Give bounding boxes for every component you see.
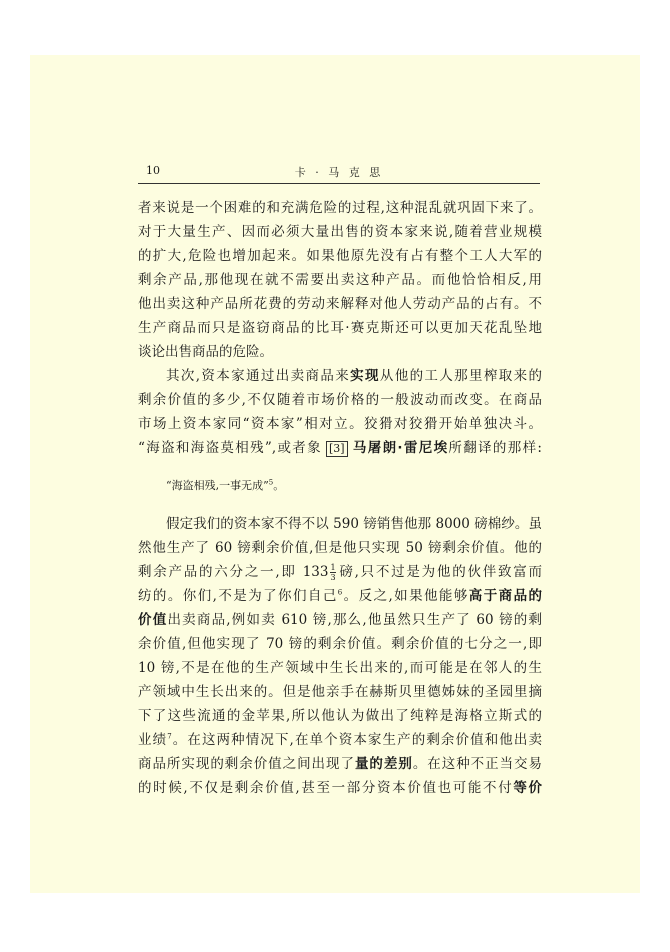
text-line: 谈论出售商品的危险。	[138, 344, 273, 360]
running-header	[138, 161, 540, 184]
emphasis: 高于商品的	[468, 588, 542, 604]
emphasis: 价值	[138, 612, 168, 628]
emphasis: 等价	[513, 780, 542, 796]
text-line: 生产商品而只是盗窃商品的比耳·赛克斯还可以更加天花乱坠地	[138, 320, 542, 336]
text-line: 下了这些流通的金苹果,所以他认为做出了纯粹是海格立斯式的	[138, 708, 542, 724]
page-number: 10	[146, 164, 160, 177]
text-line: 其次,资本家通过出卖商品来实现从他的工人那里榨取来的	[166, 368, 542, 384]
text-line: 余价值,但他实现了 70 镑的剩余价值。剩余价值的七分之一,即	[138, 636, 542, 652]
text-line: 假定我们的资本家不得不以 590 镑销售他那 8000 磅棉纱。虽	[166, 516, 542, 532]
text-line: 者来说是一个困难的和充满危险的过程,这种混乱就巩固下来了。	[138, 200, 542, 216]
block-quote: “海盗相残,一事无成”$^5$。	[166, 478, 285, 492]
text-line: “海盗和海盗莫相残”,或者象 [3] 马屠朗·雷尼埃所翻译的那样:	[138, 440, 542, 456]
footnote-marker: 7	[167, 732, 172, 741]
emphasis: 马屠朗·雷尼埃	[351, 440, 449, 456]
text-line: 然他生产了 60 镑剩余价值,但是他只实现 50 镑剩余价值。他的	[138, 540, 542, 556]
text-line: 纺的。你们,不是为了你们自己$^6$。反之,如果他能够高于商品的	[138, 588, 542, 604]
text-line: 的时候,不仅是剩余价值,甚至一部分资本价值也可能不付等价	[138, 780, 542, 796]
text-line: 10 镑,不是在他的生产领域中生长出来的,而可能是在邻人的生	[138, 660, 542, 676]
text-line: 商品所实现的剩余价值之间出现了量的差别。在这种不正当交易	[138, 756, 542, 772]
running-title: 卡 · 马 克 思	[294, 166, 384, 179]
text-line: 价值出卖商品,例如卖 610 镑,那么,他虽然只生产了 60 镑的剩	[138, 612, 542, 628]
text-line: 产领域中生长出来的。但是他亲手在赫斯贝里德姊妹的圣园里摘	[138, 684, 542, 700]
text-line: 的扩大,危险也增加起来。如果他原先没有占有整个工人大军的	[138, 248, 542, 264]
emphasis: 量的差别	[354, 756, 413, 772]
text-line: 剩余产品的六分之一,即 133 $\frac{1}{3}$ 磅,只不过是为他的伙伴致富而	[138, 563, 542, 582]
footnote-marker: 5	[268, 478, 274, 487]
text-line: 业绩$^7$。在这两种情况下,在单个资本家生产的剩余价值和他出卖	[138, 732, 542, 748]
text-line: 他出卖这种产品所花费的劳动来解释对他人劳动产品的占有。不	[138, 296, 542, 312]
reference-marker: [3]	[326, 441, 348, 457]
text-line: 对于大量生产、因而必须大量出售的资本家来说,随着营业规模	[138, 224, 542, 240]
footnote-marker: 6	[337, 588, 343, 597]
emphasis: 实现	[350, 368, 380, 384]
text-line: 剩余价值的多少,不仅随着市场价格的一般波动而改变。在商品	[138, 392, 542, 408]
text-line: 市场上资本家同“资本家”相对立。狡猾对狡猾开始单独决斗。	[138, 416, 542, 432]
text-line: 剩余产品,那他现在就不需要出卖这种产品。而他恰恰相反,用	[138, 272, 542, 288]
fraction: $\frac{1}{3}$	[330, 563, 336, 582]
